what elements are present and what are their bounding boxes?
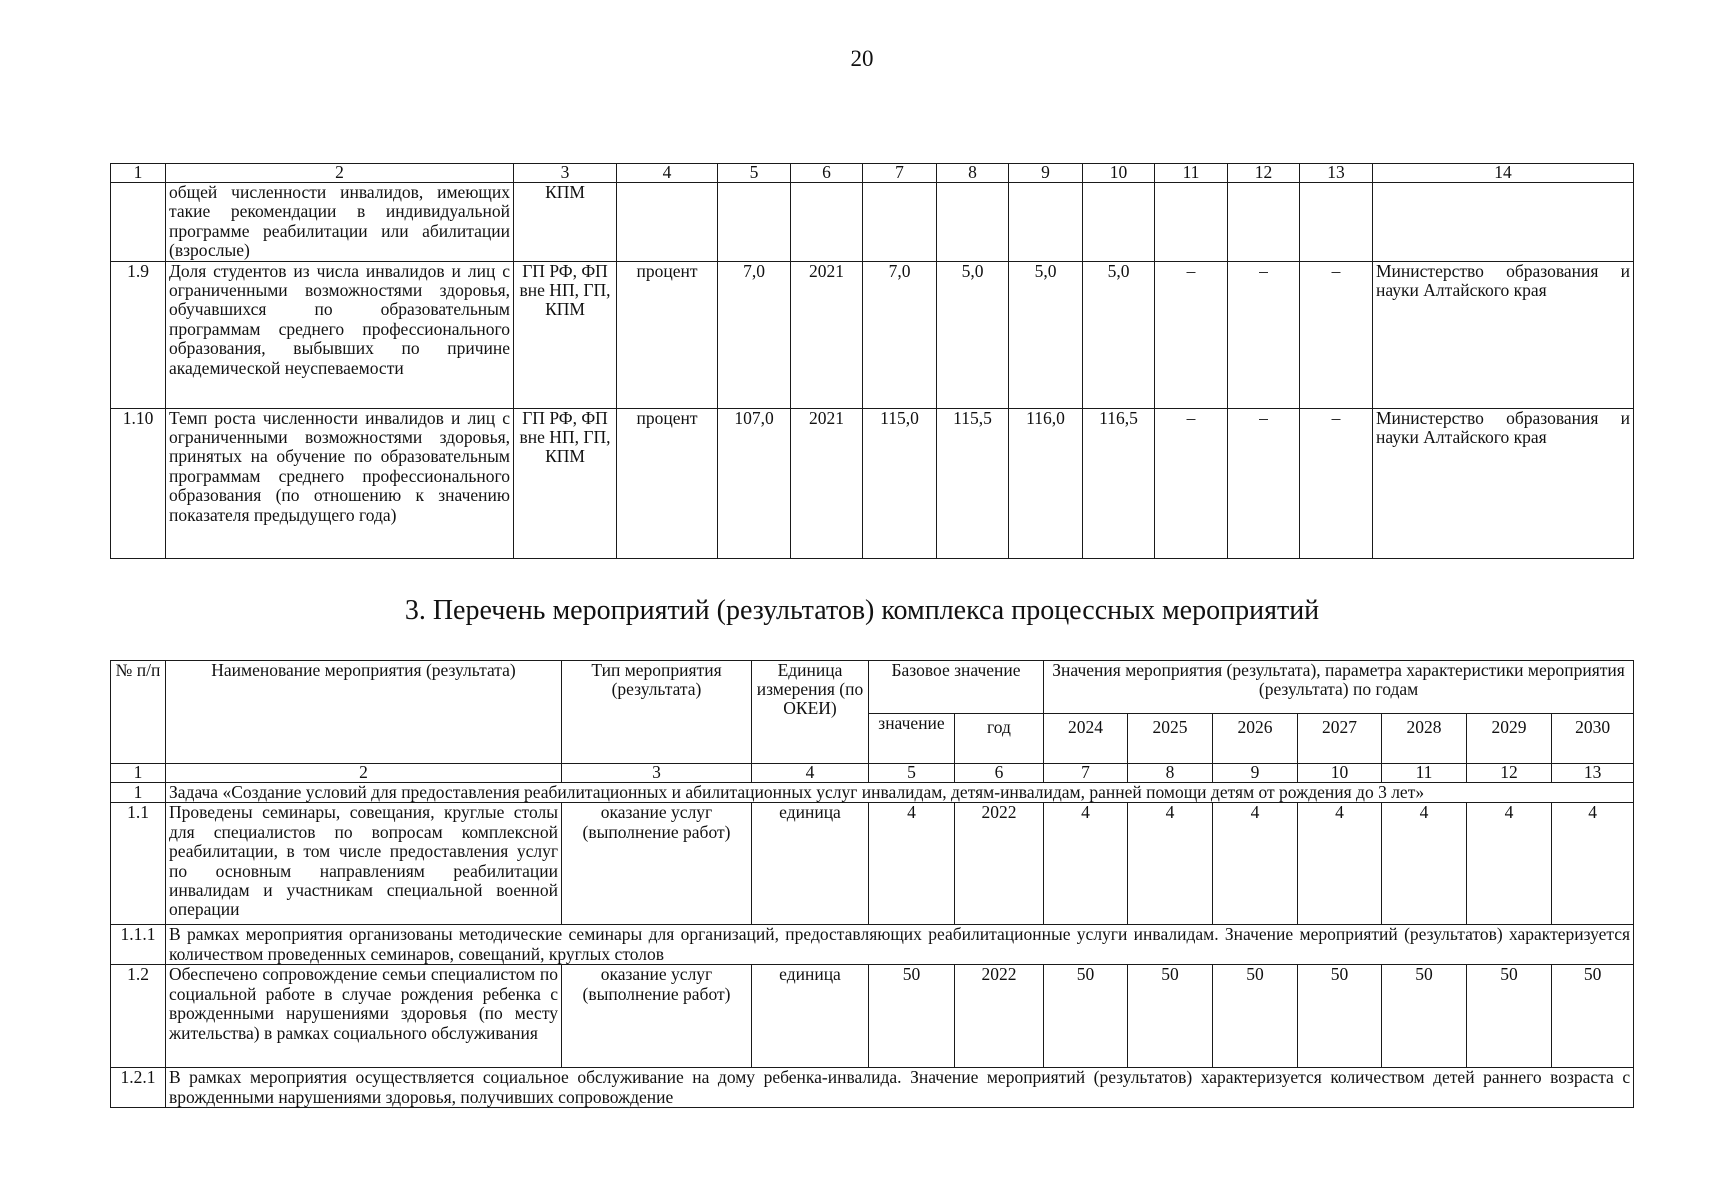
value-2030 (1300, 183, 1373, 262)
value-2024: 115,0 (863, 408, 937, 558)
column-number: 5 (869, 764, 955, 783)
header-unit: Единица измерения (по ОКЕИ) (752, 661, 869, 764)
column-number: 7 (1044, 764, 1128, 783)
value-2025 (937, 183, 1009, 262)
column-number: 5 (718, 164, 791, 183)
task-number: 1 (111, 783, 166, 803)
base-value: 7,0 (718, 261, 791, 408)
responsible: Министерство образования и науки Алтайского края (1373, 261, 1634, 408)
base-value (718, 183, 791, 262)
column-number: 10 (1083, 164, 1155, 183)
value-2029: 50 (1467, 965, 1552, 1068)
header-year: 2030 (1552, 714, 1634, 764)
table-row (111, 925, 1634, 965)
value-2029: – (1228, 408, 1300, 558)
measure-name: Проведены семинары, совещания, круглые столы для специалистов по вопросам комплексной реабилитации, в том числе предоставления услуг по основным направлениям реабилитации инвалидам и участникам специальной военной операции (166, 803, 562, 925)
column-number: 4 (617, 164, 718, 183)
value-2028: 50 (1382, 965, 1467, 1068)
value-2028 (1155, 183, 1228, 262)
header-base-value: значение (869, 714, 955, 764)
header-base-year: год (955, 714, 1044, 764)
table-row (111, 1068, 1634, 1108)
value-2029 (1228, 183, 1300, 262)
value-2024 (863, 183, 937, 262)
row-number: 1.1.1 (111, 925, 166, 965)
column-number: 12 (1467, 764, 1552, 783)
column-number: 11 (1155, 164, 1228, 183)
value-2027: 116,5 (1083, 408, 1155, 558)
header-year: 2027 (1298, 714, 1382, 764)
measure-description: В рамках мероприятия осуществляется социальное обслуживание на дому ребенка-инвалида. Значение мероприятий (результатов) характеризуется количеством детей раннего возраста с врожденными нарушениями здоровья, получивших сопровождение (166, 1068, 1634, 1108)
column-number: 3 (562, 764, 752, 783)
measure-type: оказание услуг (выполнение работ) (562, 965, 752, 1068)
unit (617, 183, 718, 262)
section-title: 3. Перечень мероприятий (результатов) комплекса процессных мероприятий (404, 595, 1320, 626)
value-2025: 5,0 (937, 261, 1009, 408)
indicator-name: Темп роста численности инвалидов и лиц с ограниченными возможностями здоровья, принятых на обучение по образовательным программам среднего профессионального образования (по отношению к значению показателя предыдущего года) (166, 408, 514, 558)
indicator-level: ГП РФ, ФП вне НП, ГП, КПМ (514, 261, 617, 408)
unit: единица (752, 965, 869, 1068)
measure-description: В рамках мероприятия организованы методические семинары для организаций, предоставляющих реабилитационные услуги инвалидам. Значение мероприятий (результатов) характеризуется количеством проведенных семинаров, совещаний, круглых столов (166, 925, 1634, 965)
column-number: 2 (166, 164, 514, 183)
base-year: 2022 (955, 965, 1044, 1068)
value-2025: 4 (1128, 803, 1213, 925)
indicator-name: общей численности инвалидов, имеющих такие рекомендации в индивидуальной программе реабилитации или абилитации (взрослые) (166, 183, 514, 262)
header-values: Значения мероприятия (результата), параметра характеристики мероприятия (результата) по годам (1044, 661, 1634, 714)
value-2026 (1009, 183, 1083, 262)
indicator-level: КПМ (514, 183, 617, 262)
column-number: 7 (863, 164, 937, 183)
page-number: 20 (850, 46, 874, 71)
value-2024: 7,0 (863, 261, 937, 408)
table-row (111, 408, 1634, 558)
row-number: 1.10 (111, 408, 166, 558)
indicator-level: ГП РФ, ФП вне НП, ГП, КПМ (514, 408, 617, 558)
task-row (111, 783, 1634, 803)
header-num: № п/п (111, 661, 166, 764)
column-number: 9 (1009, 164, 1083, 183)
value-2029: 4 (1467, 803, 1552, 925)
unit: единица (752, 803, 869, 925)
base-value: 107,0 (718, 408, 791, 558)
value-2025: 115,5 (937, 408, 1009, 558)
column-number: 13 (1300, 164, 1373, 183)
column-number-row (111, 764, 1634, 783)
table-row (111, 261, 1634, 408)
base-value: 50 (869, 965, 955, 1068)
base-year: 2021 (791, 261, 863, 408)
base-year: 2022 (955, 803, 1044, 925)
column-number: 6 (791, 164, 863, 183)
column-number: 3 (514, 164, 617, 183)
value-2025: 50 (1128, 965, 1213, 1068)
value-2027: 4 (1298, 803, 1382, 925)
value-2028: 4 (1382, 803, 1467, 925)
base-value: 4 (869, 803, 955, 925)
responsible: Министерство образования и науки Алтайского края (1373, 408, 1634, 558)
header-row (111, 661, 1634, 714)
value-2030: 50 (1552, 965, 1634, 1068)
row-number (111, 183, 166, 262)
column-number: 12 (1228, 164, 1300, 183)
value-2026: 4 (1213, 803, 1298, 925)
value-2026: 50 (1213, 965, 1298, 1068)
header-year: 2028 (1382, 714, 1467, 764)
value-2030: – (1300, 408, 1373, 558)
value-2024: 50 (1044, 965, 1128, 1068)
column-number: 1 (111, 164, 166, 183)
value-2027: 5,0 (1083, 261, 1155, 408)
indicator-name: Доля студентов из числа инвалидов и лиц с ограниченными возможностями здоровья, обучавшихся по образовательным программам среднего профессионального образования, выбывших по причине академической неуспеваемости (166, 261, 514, 408)
column-number: 14 (1373, 164, 1634, 183)
column-number: 11 (1382, 764, 1467, 783)
responsible (1373, 183, 1634, 262)
indicators-table (110, 163, 1634, 559)
table-row (111, 183, 1634, 262)
column-number: 13 (1552, 764, 1634, 783)
column-number: 6 (955, 764, 1044, 783)
header-year: 2025 (1128, 714, 1213, 764)
value-2027: 50 (1298, 965, 1382, 1068)
row-number: 1.9 (111, 261, 166, 408)
row-number: 1.2.1 (111, 1068, 166, 1108)
header-year: 2026 (1213, 714, 1298, 764)
value-2028: – (1155, 261, 1228, 408)
column-number: 1 (111, 764, 166, 783)
row-number: 1.1 (111, 803, 166, 925)
header-type: Тип мероприятия (результата) (562, 661, 752, 764)
table-row (111, 965, 1634, 1068)
column-number: 8 (937, 164, 1009, 183)
value-2029: – (1228, 261, 1300, 408)
column-number: 10 (1298, 764, 1382, 783)
value-2030: – (1300, 261, 1373, 408)
column-number: 9 (1213, 764, 1298, 783)
measures-table (110, 660, 1634, 1108)
unit: процент (617, 408, 718, 558)
header-name: Наименование мероприятия (результата) (166, 661, 562, 764)
value-2024: 4 (1044, 803, 1128, 925)
value-2030: 4 (1552, 803, 1634, 925)
base-year (791, 183, 863, 262)
table-row (111, 803, 1634, 925)
base-year: 2021 (791, 408, 863, 558)
measure-type: оказание услуг (выполнение работ) (562, 803, 752, 925)
header-year: 2024 (1044, 714, 1128, 764)
measure-name: Обеспечено сопровождение семьи специалистом по социальной работе в случае рождения ребенка с врожденными нарушениями здоровья (по месту жительства) в рамках социального обслуживания (166, 965, 562, 1068)
row-number: 1.2 (111, 965, 166, 1068)
value-2026: 116,0 (1009, 408, 1083, 558)
header-year: 2029 (1467, 714, 1552, 764)
value-2026: 5,0 (1009, 261, 1083, 408)
value-2028: – (1155, 408, 1228, 558)
value-2027 (1083, 183, 1155, 262)
column-number: 8 (1128, 764, 1213, 783)
column-number: 2 (166, 764, 562, 783)
column-number: 4 (752, 764, 869, 783)
unit: процент (617, 261, 718, 408)
column-number-row (111, 164, 1634, 183)
task-text: Задача «Создание условий для предоставления реабилитационных и абилитационных услуг инвалидам, детям-инвалидам, ранней помощи детям от рождения до 3 лет» (166, 783, 1634, 803)
header-base: Базовое значение (869, 661, 1044, 714)
